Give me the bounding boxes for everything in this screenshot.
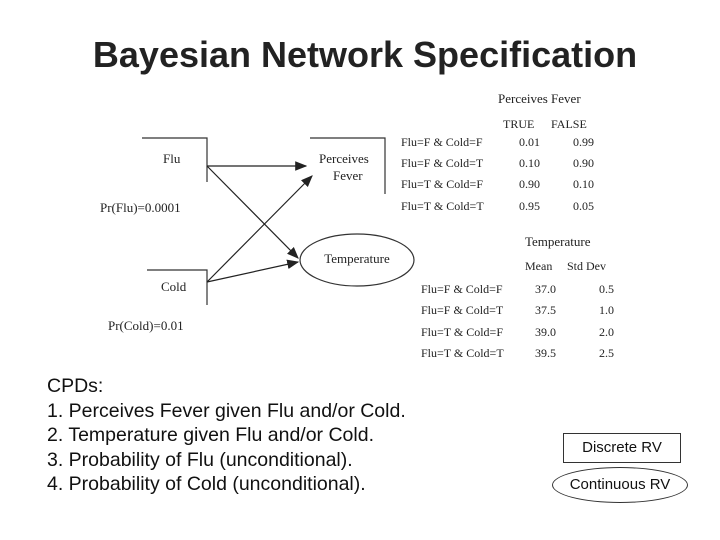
temp-row-v2: 0.5 bbox=[599, 282, 614, 296]
cpds-list bbox=[47, 374, 406, 497]
fever-row-v1: 0.01 bbox=[519, 135, 540, 149]
temp-row-v2: 1.0 bbox=[599, 303, 614, 317]
temp-row-v1: 39.5 bbox=[535, 346, 556, 360]
fever-row-v1: 0.95 bbox=[519, 199, 540, 213]
cpds-item: 3. Probability of Flu (unconditional). bbox=[47, 448, 353, 471]
flu-prior: Pr(Flu)=0.0001 bbox=[100, 200, 181, 215]
temperature-label: Temperature bbox=[324, 251, 390, 266]
cold-prior: Pr(Cold)=0.01 bbox=[108, 318, 184, 333]
temp-row-cond: Flu=T & Cold=F bbox=[421, 325, 504, 339]
fever-row-cond: Flu=T & Cold=F bbox=[401, 177, 484, 191]
edge-flu-temperature bbox=[207, 166, 298, 258]
temp-row-v1: 37.0 bbox=[535, 282, 556, 296]
cpds-item: 4. Probability of Cold (unconditional). bbox=[47, 473, 366, 495]
edge-cold-temperature bbox=[207, 262, 298, 282]
perceives-fever-label-1: Perceives bbox=[319, 151, 369, 166]
fever-row-v1: 0.10 bbox=[519, 156, 540, 170]
temp-row-v1: 39.0 bbox=[535, 325, 556, 339]
fever-cpt-table bbox=[401, 91, 594, 213]
fever-row-v1: 0.90 bbox=[519, 177, 540, 191]
fever-row-cond: Flu=T & Cold=T bbox=[401, 199, 484, 213]
fever-row-v2: 0.99 bbox=[573, 135, 594, 149]
flu-label: Flu bbox=[163, 151, 181, 166]
fever-row-cond: Flu=F & Cold=F bbox=[401, 135, 483, 149]
perceives-fever-node bbox=[310, 138, 385, 194]
legend-discrete-rv: Discrete RV bbox=[563, 433, 681, 463]
temp-row-v2: 2.0 bbox=[599, 325, 614, 339]
legend-continuous-rv: Continuous RV bbox=[552, 467, 688, 503]
cpds-item: 2. Temperature given Flu and/or Cold. bbox=[47, 424, 374, 446]
temp-row-v2: 2.5 bbox=[599, 346, 614, 360]
perceives-fever-label-2: Fever bbox=[333, 168, 363, 183]
cold-label: Cold bbox=[161, 279, 187, 294]
page-title: Bayesian Network Specification bbox=[92, 34, 638, 75]
edge-cold-fever bbox=[207, 176, 312, 282]
temp-row-cond: Flu=F & Cold=T bbox=[421, 303, 504, 317]
temp-row-cond: Flu=F & Cold=F bbox=[421, 282, 503, 296]
temp-row-v1: 37.5 bbox=[535, 303, 556, 317]
cpds-item: 1. Perceives Fever given Flu and/or Cold. bbox=[47, 399, 406, 422]
fever-row-v2: 0.05 bbox=[573, 199, 594, 213]
fever-row-v2: 0.10 bbox=[573, 177, 594, 191]
temperature-node bbox=[300, 234, 414, 286]
fever-row-cond: Flu=F & Cold=T bbox=[401, 156, 484, 170]
fever-header-false: FALSE bbox=[551, 117, 587, 131]
temp-table-title: Temperature bbox=[525, 234, 591, 249]
fever-table-title: Perceives Fever bbox=[498, 91, 581, 106]
temp-header-mean: Mean bbox=[525, 259, 553, 273]
cold-node bbox=[147, 270, 207, 305]
temp-header-std: Std Dev bbox=[567, 259, 606, 273]
fever-row-v2: 0.90 bbox=[573, 156, 594, 170]
temperature-cpt-table bbox=[421, 234, 614, 360]
cpds-heading: CPDs: bbox=[47, 375, 104, 397]
fever-header-true: TRUE bbox=[503, 117, 535, 131]
temp-row-cond: Flu=T & Cold=T bbox=[421, 346, 504, 360]
flu-node bbox=[142, 138, 207, 182]
